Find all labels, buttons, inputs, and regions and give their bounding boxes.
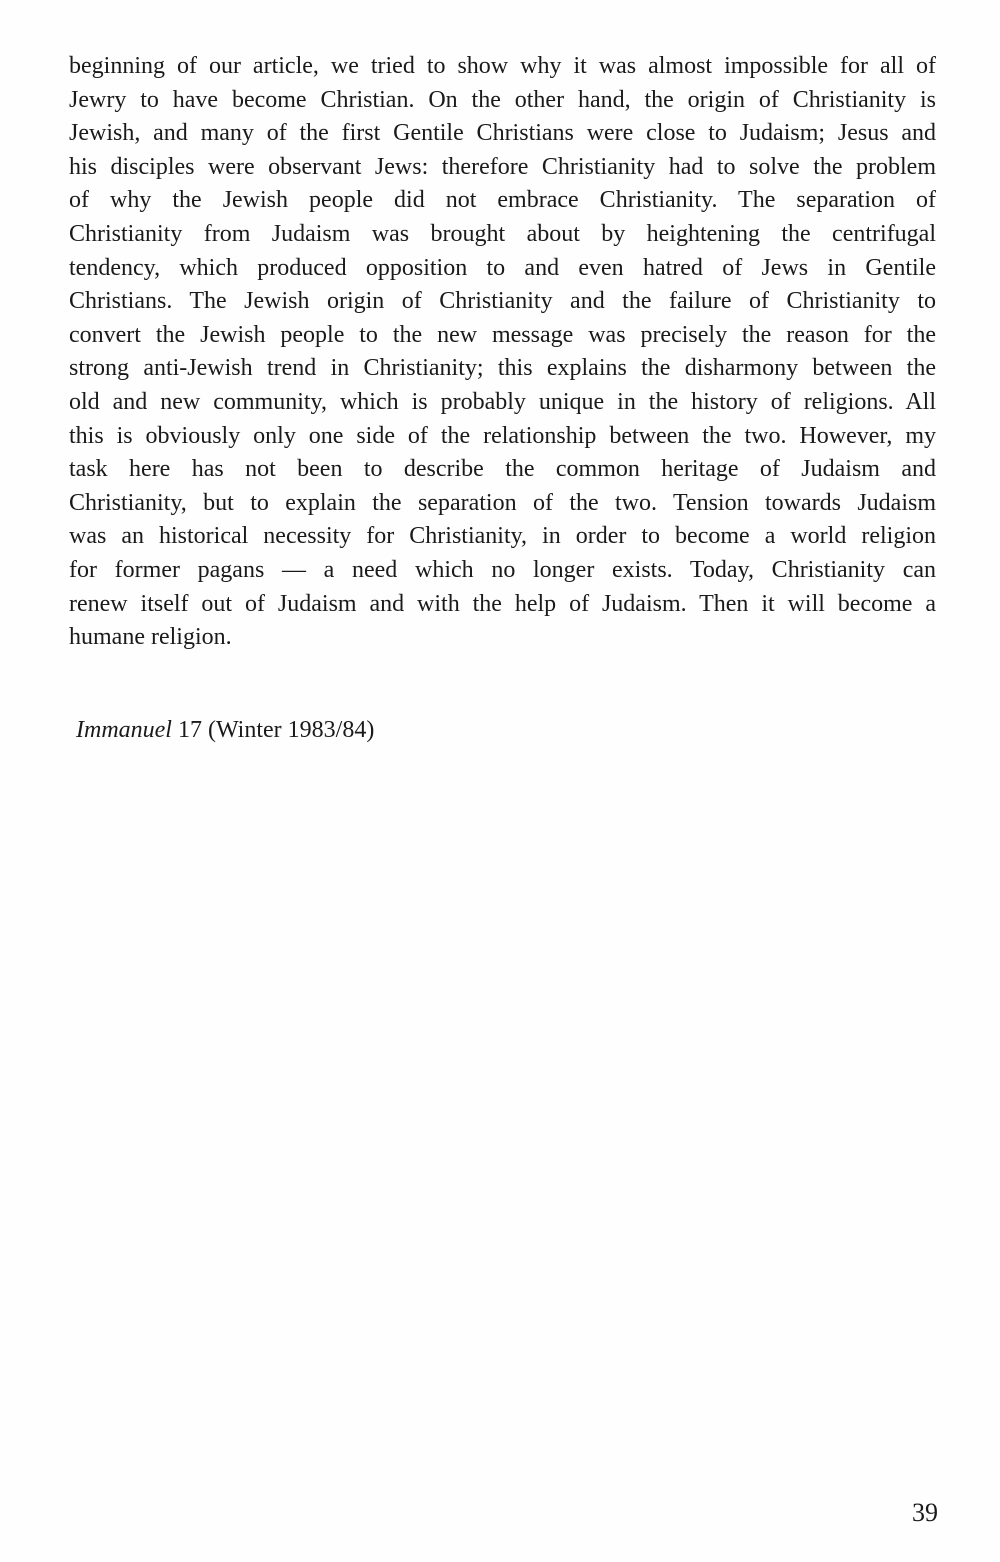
text-line: of why the Jewish people did not embrace Christianity. The separation of	[69, 187, 936, 214]
text-line: old and new community, which is probably unique in the history of religions. All	[69, 388, 936, 415]
text-line: beginning of our article, we tried to show why it was almost impossible for all of	[69, 53, 936, 79]
text-line: this is obviously only one side of the relationship between the two. However, my	[69, 422, 936, 449]
text-line: Jewish, and many of the first Gentile Christians were close to Judaism; Jesus and	[69, 120, 936, 147]
text-line: Christians. The Jewish origin of Christianity and the failure of Christianity to	[69, 288, 936, 315]
citation-details: 17 (Winter 1983/84)	[171, 717, 375, 743]
body-paragraph	[69, 50, 936, 655]
text-line: Christianity, but to explain the separation of the two. Tension towards Judaism	[69, 489, 936, 516]
text-line: task here has not been to describe the common heritage of Judaism and	[69, 456, 936, 483]
text-line-last: humane religion.	[69, 624, 232, 651]
text-line: was an historical necessity for Christianity, in order to become a world religion	[69, 523, 936, 550]
page-number: 39	[912, 1498, 938, 1527]
text-line: his disciples were observant Jews: therefore Christianity had to solve the problem	[69, 153, 936, 180]
text-line: tendency, which produced opposition to and even hatred of Jews in Gentile	[69, 254, 936, 281]
journal-name: Immanuel	[76, 717, 172, 743]
text-line: Christianity from Judaism was brought about by heightening the centrifugal	[69, 220, 936, 247]
text-line: for former pagans — a need which no longer exists. Today, Christianity can	[69, 556, 936, 583]
text-line: renew itself out of Judaism and with the help of Judaism. Then it will become a	[69, 590, 936, 617]
source-citation	[76, 715, 374, 745]
text-line: strong anti-Jewish trend in Christianity; this explains the disharmony between the	[69, 355, 936, 382]
text-line: Jewry to have become Christian. On the other hand, the origin of Christianity is	[69, 86, 936, 113]
text-line: convert the Jewish people to the new message was precisely the reason for the	[69, 321, 936, 348]
